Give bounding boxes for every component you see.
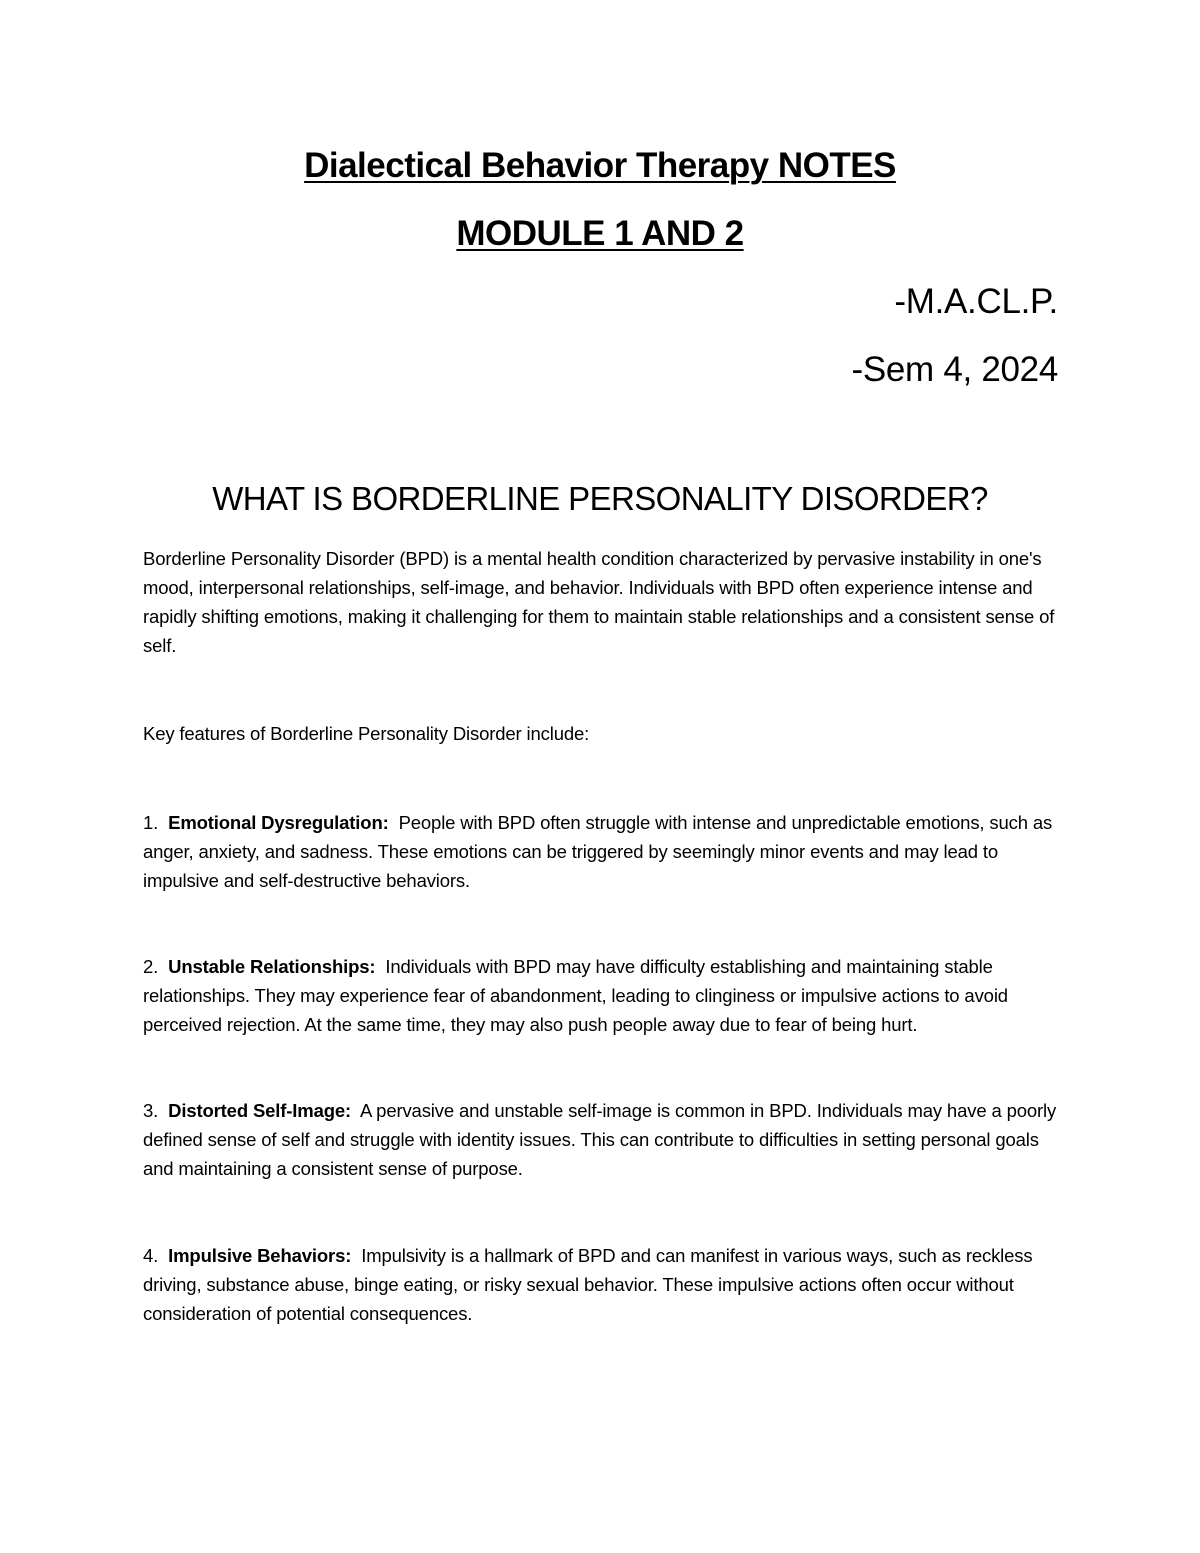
semester-line: -Sem 4, 2024 — [851, 350, 1058, 389]
feature-text: Individuals with BPD may have difficulty establishing and maintaining stable relationships. They may experience fear of abandonment, leading to clinginess or impulsive actions to avoid perceived rejection. At the same time, they may also push people away due to fear of being hurt. — [143, 956, 1008, 1035]
feature-item-1 — [143, 808, 1073, 895]
section-heading: WHAT IS BORDERLINE PERSONALITY DISORDER? — [212, 480, 988, 517]
document-subtitle: MODULE 1 AND 2 — [456, 214, 744, 253]
feature-number: 3. — [143, 1100, 159, 1121]
feature-number: 4. — [143, 1245, 159, 1266]
feature-text: Impulsivity is a hallmark of BPD and can manifest in various ways, such as reckless driving, substance abuse, binge eating, or risky sexual behavior. These impulsive actions often occur without consideration of potential consequences. — [143, 1245, 1033, 1324]
feature-title: Unstable Relationships: — [168, 956, 376, 977]
feature-title: Impulsive Behaviors: — [168, 1245, 352, 1266]
feature-item-2 — [143, 952, 1073, 1039]
feature-text: A pervasive and unstable self-image is common in BPD. Individuals may have a poorly defined sense of self and struggle with identity issues. This can contribute to difficulties in setting personal goals and maintaining a consistent sense of purpose. — [143, 1100, 1057, 1179]
feature-title: Emotional Dysregulation: — [168, 812, 389, 833]
intro-paragraph: Borderline Personality Disorder (BPD) is a mental health condition characterized by pervasive instability in one's mood, interpersonal relationships, self-image, and behavior. Individuals with BPD often experience intense and rapidly shifting emotions, making it challenging for them to maintain stable relationships and a consistent sense of self. — [143, 548, 1055, 656]
document-title: Dialectical Behavior Therapy NOTES — [304, 146, 896, 185]
feature-title: Distorted Self-Image: — [168, 1100, 352, 1121]
feature-number: 2. — [143, 956, 159, 977]
feature-item-3 — [143, 1096, 1073, 1183]
author-line: -M.A.CL.P. — [894, 282, 1058, 321]
feature-text: People with BPD often struggle with intense and unpredictable emotions, such as anger, anxiety, and sadness. These emotions can be triggered by seemingly minor events and may lead to impulsive and self-destructive behaviors. — [143, 812, 1053, 891]
feature-number: 1. — [143, 812, 159, 833]
feature-item-4 — [143, 1241, 1073, 1328]
key-features-label: Key features of Borderline Personality Disorder include: — [143, 723, 590, 744]
